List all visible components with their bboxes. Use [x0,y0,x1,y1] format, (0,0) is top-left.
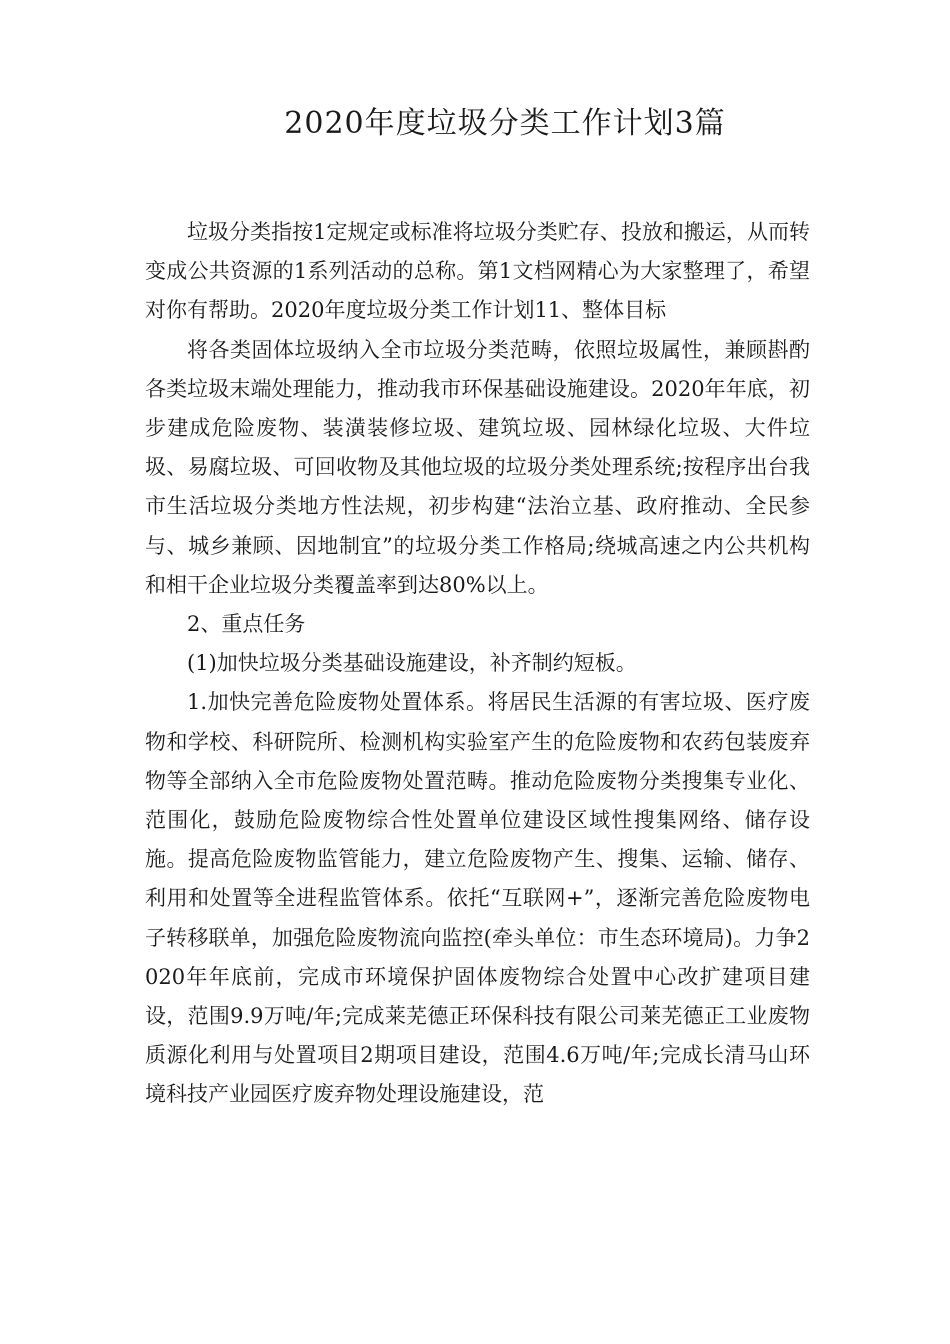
paragraph-intro: 垃圾分类指按1定规定或标准将垃圾分类贮存、投放和搬运，从而转变成公共资源的1系列活动的总称。第1文档网精心为大家整理了，希望对你有帮助。2020年度垃圾分类工作计划11、整体目标 [145,220,810,323]
subsection-heading-infrastructure: (1)加快垃圾分类基础设施建设，补齐制约短板。 [187,651,637,676]
paragraph-overall-goal: 将各类固体垃圾纳入全市垃圾分类范畴，依照垃圾属性，兼顾斟酌各类垃圾末端处理能力，推动我市环保基础设施建设。2020年年底，初步建成危险废物、装潢装修垃圾、建筑垃圾、园林绿化垃圾、大件垃圾、易腐垃圾、可回收物及其他垃圾的垃圾分类处理系统;按程序出台我市生活垃圾分类地方性法规，初步构建“法治立基、政府推动、全民参与、城乡兼顾、因地制宜”的垃圾分类工作格局;绕城高速之内公共机构和相干企业垃圾分类覆盖率到达80%以上。 [145,337,810,597]
document-body [145,213,810,1115]
section-heading-key-tasks: 2、重点任务 [187,612,306,637]
document-title: 2020年度垃圾分类工作计划3篇 [284,106,726,141]
paragraph-hazardous-waste: 1.加快完善危险废物处置体系。将居民生活源的有害垃圾、医疗废物和学校、科研院所、检测机构实验室产生的危险废物和农药包装废弃物等全部纳入全市危险废物处置范畴。推动危险废物分类搜集专业化、范围化，鼓励危险废物综合性处置单位建设区域性搜集网络、储存设施。提高危险废物监管能力，建立危险废物产生、搜集、运输、储存、利用和处置等全进程监管体系。依托“互联网+”，逐渐完善危险废物电子转移联单，加强危险废物流向监控(牵头单位：市生态环境局)。力争2020年年底前，完成市环境保护固体废物综合处置中心改扩建项目建设，范围9.9万吨/年;完成莱芜德正环保科技有限公司莱芜德正工业废物质源化利用与处置项目2期项目建设，范围4.6万吨/年;完成长清马山环境科技产业园医疗废弃物处理设施建设，范 [145,690,810,1107]
